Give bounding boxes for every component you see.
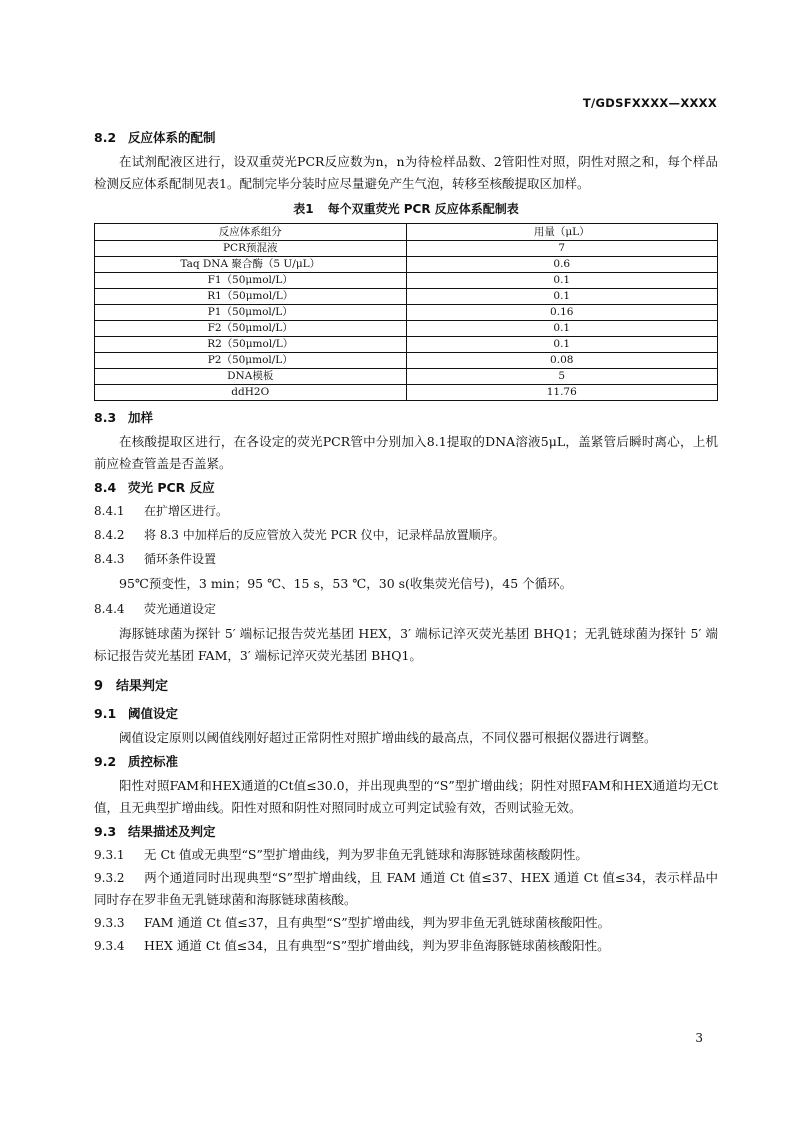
clause-number: 9.3.3 xyxy=(94,916,125,930)
clause-number: 8.4.2 xyxy=(94,528,125,542)
clause-8-4-4 xyxy=(94,597,718,621)
page-number: 3 xyxy=(695,1031,703,1045)
section-title: 反应体系的配制 xyxy=(128,130,216,145)
section-number: 8.2 xyxy=(94,130,117,145)
component-cell: F1（50μmol/L） xyxy=(95,273,407,289)
amount-cell: 0.16 xyxy=(406,305,718,321)
chapter-title: 结果判定 xyxy=(116,679,169,694)
clause-text: FAM 通道 Ct 值≤37，且有典型“S”型扩增曲线，判为罗非鱼无乳链球菌核酸阳性。 xyxy=(144,915,611,930)
amount-cell: 0.1 xyxy=(406,273,718,289)
chapter-heading-9 xyxy=(94,675,718,699)
amount-cell: 0.08 xyxy=(406,353,718,369)
table-row xyxy=(95,353,718,369)
component-cell: Taq DNA 聚合酶（5 U/μL） xyxy=(95,257,407,273)
paragraph-9-1: 阈值设定原则以阈值线刚好超过正常阴性对照扩增曲线的最高点，不同仪器可根据仪器进行调整。 xyxy=(119,730,657,745)
component-cell: PCR预混液 xyxy=(95,241,407,257)
component-cell: DNA模板 xyxy=(95,369,407,385)
section-heading-9-2 xyxy=(94,751,718,773)
clause-text: 无 Ct 值或无典型“S”型扩增曲线，判为罗非鱼无乳链球和海豚链球菌核酸阴性。 xyxy=(144,847,588,862)
section-number: 9.1 xyxy=(94,706,117,721)
clause-9-3-4 xyxy=(94,935,718,957)
table-row xyxy=(95,257,718,273)
clause-text: 将 8.3 中加样后的反应管放入荧光 PCR 仪中，记录样品放置顺序。 xyxy=(144,528,505,542)
clause-8-4-1 xyxy=(94,499,718,523)
table-row xyxy=(95,273,718,289)
section-title: 阈值设定 xyxy=(128,706,179,721)
section-heading-8-3 xyxy=(94,407,718,429)
section-heading-8-4 xyxy=(94,477,718,499)
clause-9-3-2 xyxy=(94,867,718,911)
chapter-number: 9 xyxy=(94,679,104,694)
table-row xyxy=(95,337,718,353)
section-heading-8-2 xyxy=(94,127,718,149)
clause-title: 循环条件设置 xyxy=(144,552,217,566)
amount-cell: 0.1 xyxy=(406,289,718,305)
paragraph-9-2: 阳性对照FAM和HEX通道的Ct值≤30.0，并出现典型的“S”型扩增曲线；阴性对照FAM和HEX通道均无Ct值，且无典型扩增曲线。阳性对照和阴性对照同时成立可判定试验有效，否则试验无效。 xyxy=(94,778,718,815)
amount-cell: 11.76 xyxy=(406,385,718,401)
clause-number: 9.3.4 xyxy=(94,939,125,953)
paragraph-8-2: 在试剂配液区进行，设双重荧光PCR反应数为n，n为待检样品数、2管阳性对照，阴性对照之和，每个样品检测反应体系配制见表1。配制完毕分装时应尽量避免产生气泡，转移至核酸提取区加样。 xyxy=(94,154,718,191)
reaction-system-table xyxy=(94,223,718,401)
section-heading-9-1 xyxy=(94,703,718,725)
section-number: 8.4 xyxy=(94,480,117,495)
component-cell: P2（50μmol/L） xyxy=(95,353,407,369)
clause-number: 8.4.1 xyxy=(94,504,125,518)
document-code: T/GDSFXXXX—XXXX xyxy=(582,96,717,110)
section-title: 荧光 PCR 反应 xyxy=(128,480,215,495)
component-cell: R1（50μmol/L） xyxy=(95,289,407,305)
clause-number: 8.4.3 xyxy=(94,552,125,566)
clause-8-4-2 xyxy=(94,523,718,547)
clause-9-3-3 xyxy=(94,912,718,934)
paragraph-8-4-4: 海豚链球菌为探针 5′ 端标记报告荧光基团 HEX，3′ 端标记淬灭荧光基团 BHQ1；无乳链球菌为探针 5′ 端标记报告荧光基团 FAM，3′ 端标记淬灭荧光基团 BHQ1。 xyxy=(94,626,718,663)
table-row xyxy=(95,289,718,305)
table-row xyxy=(95,321,718,337)
table-header-row xyxy=(95,224,718,241)
paragraph-8-3: 在核酸提取区进行，在各设定的荧光PCR管中分别加入8.1提取的DNA溶液5μL，盖紧管后瞬时离心，上机前应检查管盖是否盖紧。 xyxy=(94,434,718,471)
clause-title: 荧光通道设定 xyxy=(144,602,217,616)
clause-text: HEX 通道 Ct 值≤34，且有典型“S”型扩增曲线，判为罗非鱼海豚链球菌核酸阳性。 xyxy=(144,938,610,953)
table-row xyxy=(95,385,718,401)
clause-number: 9.3.1 xyxy=(94,848,125,862)
clause-9-3-1 xyxy=(94,844,718,866)
clause-number: 8.4.4 xyxy=(94,602,125,616)
clause-text: 在扩增区进行。 xyxy=(144,504,229,518)
section-title: 质控标准 xyxy=(128,754,179,769)
component-cell: F2（50μmol/L） xyxy=(95,321,407,337)
amount-cell: 0.6 xyxy=(406,257,718,273)
table-row xyxy=(95,369,718,385)
amount-cell: 7 xyxy=(406,241,718,257)
table-title: 每个双重荧光 PCR 反应体系配制表 xyxy=(327,202,519,216)
section-title: 加样 xyxy=(128,410,154,425)
page-body xyxy=(94,127,718,958)
component-cell: ddH2O xyxy=(95,385,407,401)
component-cell: R2（50μmol/L） xyxy=(95,337,407,353)
column-header-component: 反应体系组分 xyxy=(95,224,407,241)
clause-8-4-3 xyxy=(94,547,718,571)
table-row xyxy=(95,305,718,321)
table-row xyxy=(95,241,718,257)
amount-cell: 0.1 xyxy=(406,337,718,353)
table-label: 表1 xyxy=(293,202,314,216)
table-caption xyxy=(94,197,718,221)
paragraph-8-4-3: 95℃预变性，3 min；95 ℃、15 s，53 ℃，30 s(收集荧光信号)，45 个循环。 xyxy=(119,576,573,591)
clause-text: 两个通道同时出现典型“S”型扩增曲线，且 FAM 通道 Ct 值≤37、HEX 通道 Ct 值≤34，表示样品中同时存在罗非鱼无乳链球菌和海豚链球菌核酸。 xyxy=(94,870,718,907)
amount-cell: 0.1 xyxy=(406,321,718,337)
section-heading-9-3 xyxy=(94,821,718,843)
section-number: 9.2 xyxy=(94,754,117,769)
section-number: 9.3 xyxy=(94,824,117,839)
clause-number: 9.3.2 xyxy=(94,871,125,885)
section-title: 结果描述及判定 xyxy=(128,824,216,839)
column-header-amount: 用量（μL） xyxy=(406,224,718,241)
amount-cell: 5 xyxy=(406,369,718,385)
component-cell: P1（50μmol/L） xyxy=(95,305,407,321)
section-number: 8.3 xyxy=(94,410,117,425)
